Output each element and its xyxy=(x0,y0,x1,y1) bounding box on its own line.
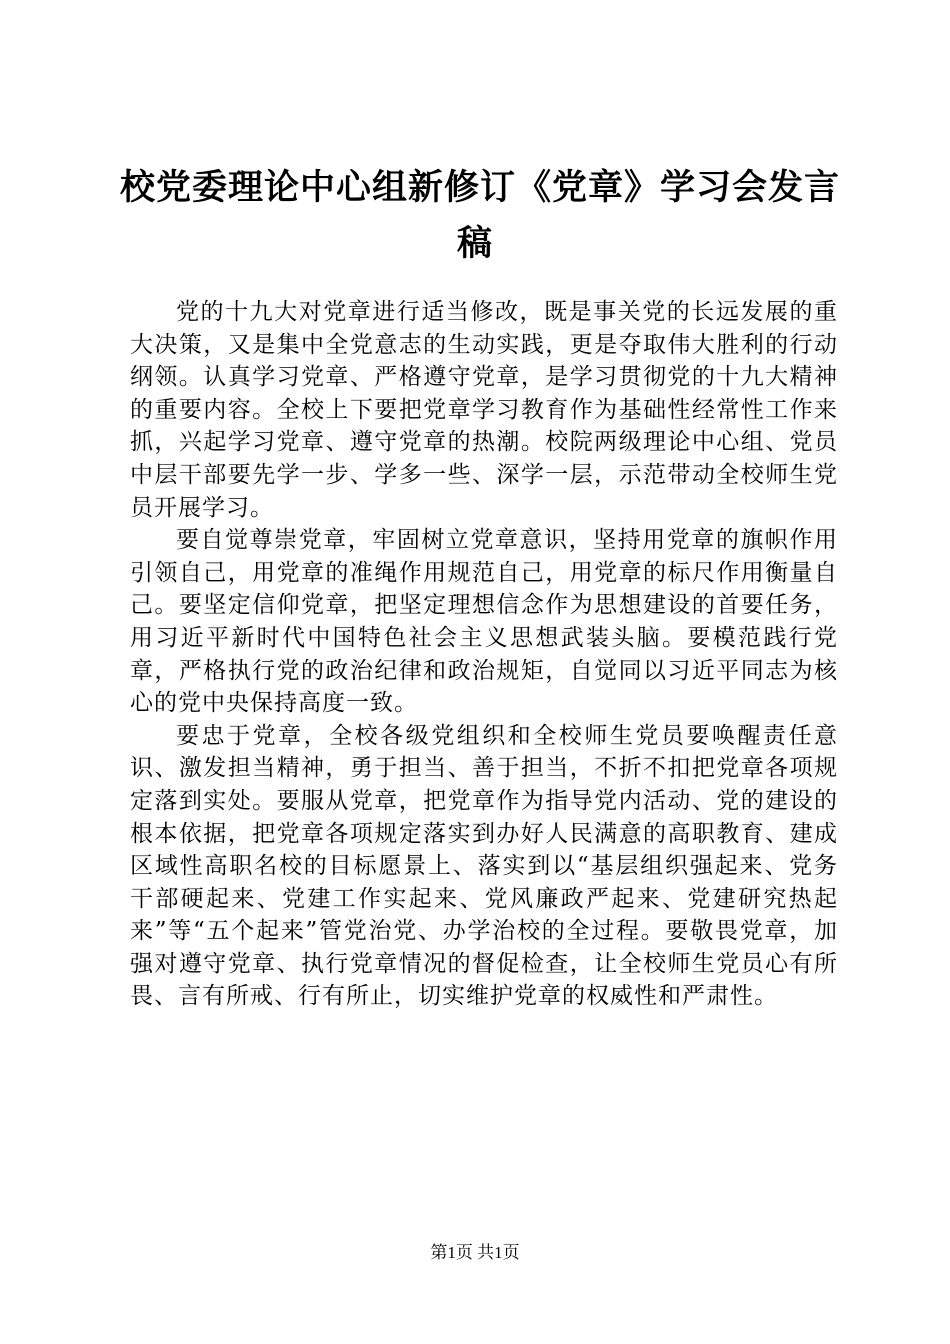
paragraph-1: 党的十九大对党章进行适当修改，既是事关党的长远发展的重大决策，又是集中全党意志的生动实践，更是夺取伟大胜利的行动纲领。认真学习党章、严格遵守党章，是学习贯彻党的十九大精神的重要内容。全校上下要把党章学习教育作为基础性经常性工作来抓，兴起学习党章、遵守党章的热潮。校院两级理论中心组、党员中层干部要先学一步、学多一些、深学一层，示范带动全校师生党员开展学习。 xyxy=(130,299,838,521)
paragraph-2: 要自觉尊崇党章，牢固树立党章意识，坚持用党章的旗帜作用引领自己，用党章的准绳作用规范自己，用党章的标尺作用衡量自己。要坚定信仰党章，把坚定理想信念作为思想建设的首要任务，用习近平新时代中国特色社会主义思想武装头脑。要模范践行党章，严格执行党的政治纪律和政治规矩，自觉同以习近平同志为核心的党中央保持高度一致。 xyxy=(130,527,838,717)
page-footer: 第1页 共1页 xyxy=(430,1243,520,1262)
document-body xyxy=(130,296,838,1013)
paragraph-3: 要忠于党章，全校各级党组织和全校师生党员要唤醒责任意识、激发担当精神，勇于担当、善于担当，不折不扣把党章各项规定落到实处。要服从党章，把党章作为指导党内活动、党的建设的根本依据，把党章各项规定落实到办好人民满意的高职教育、建成区域性高职名校的目标愿景上、落实到以“基层组织强起来、党务干部硬起来、党建工作实起来、党风廉政严起来、党建研究热起来”等“五个起来”管党治党、办学治校的全过程。要敬畏党章，加强对遵守党章、执行党章情况的督促检查，让全校师生党员心有所畏、言有所戒、行有所止，切实维护党章的权威性和严肃性。 xyxy=(130,722,838,1010)
title-line-2: 稿 xyxy=(456,224,493,264)
document-title xyxy=(120,160,841,272)
title-line-1: 校党委理论中心组新修订《党章》学习会发言 xyxy=(120,168,841,208)
